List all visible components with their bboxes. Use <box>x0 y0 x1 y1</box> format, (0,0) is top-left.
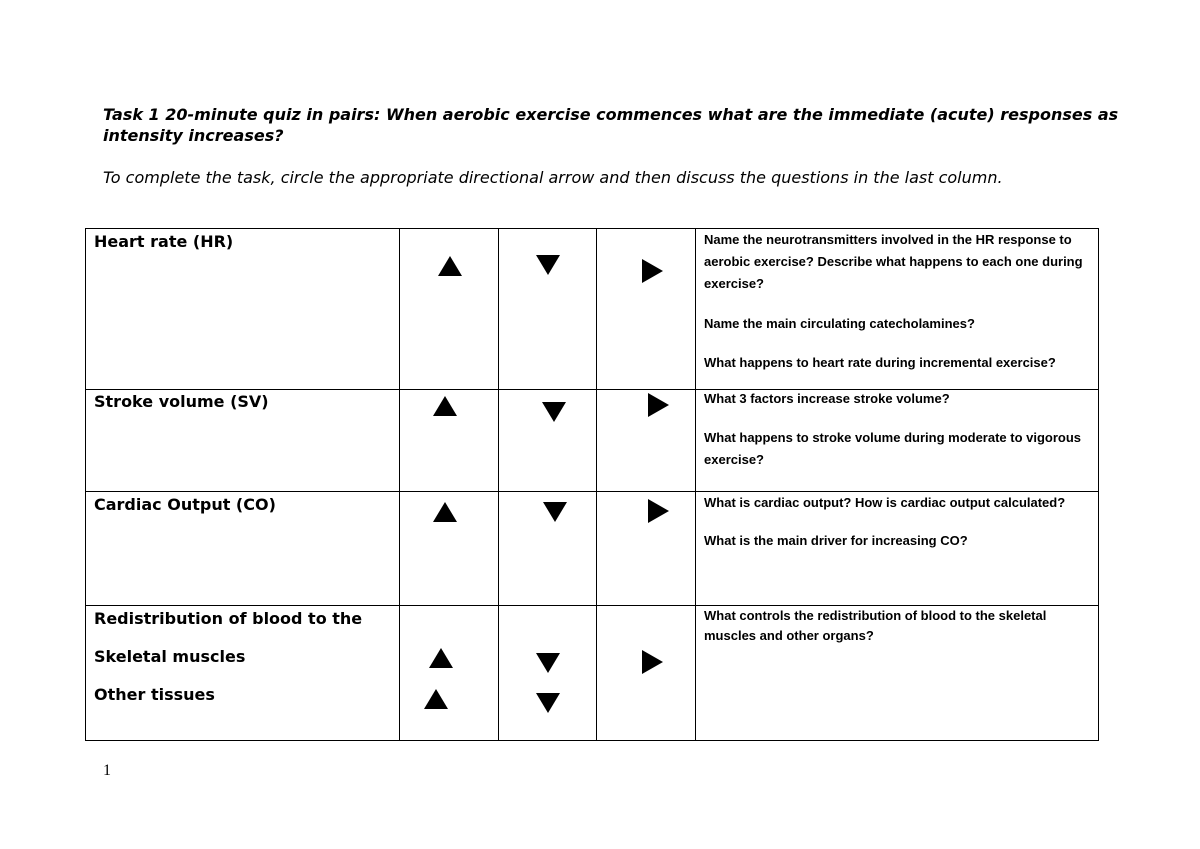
right-arrow-icon[interactable] <box>642 650 663 674</box>
up-arrow-icon-skeletal[interactable] <box>429 648 453 668</box>
question-text: What is cardiac output? How is cardiac output calculated? <box>704 495 1066 510</box>
right-arrow-icon[interactable] <box>648 499 669 523</box>
questions-cell <box>695 605 1099 741</box>
questions-cell <box>695 389 1099 491</box>
label-cell <box>85 389 399 491</box>
increase-cell[interactable] <box>399 605 498 741</box>
up-arrow-icon[interactable] <box>438 256 462 276</box>
decrease-cell[interactable] <box>498 228 596 389</box>
table-row-heart-rate <box>85 228 1099 389</box>
table-row-stroke-volume <box>85 389 1099 491</box>
down-arrow-icon-skeletal[interactable] <box>536 653 560 673</box>
right-arrow-icon[interactable] <box>642 259 663 283</box>
steady-cell[interactable] <box>596 491 695 605</box>
page-number: 1 <box>103 762 111 779</box>
label-cell <box>85 491 399 605</box>
steady-cell[interactable] <box>596 228 695 389</box>
decrease-cell[interactable] <box>498 491 596 605</box>
row-label: Heart rate (HR) <box>94 232 234 251</box>
down-arrow-icon[interactable] <box>543 502 567 522</box>
questions-cell <box>695 491 1099 605</box>
row-label: Stroke volume (SV) <box>94 392 269 411</box>
right-arrow-icon[interactable] <box>648 393 669 417</box>
questions-cell <box>695 228 1099 389</box>
up-arrow-icon-other[interactable] <box>424 689 448 709</box>
table-row-redistribution <box>85 605 1099 741</box>
question-text: Name the neurotransmitters involved in the HR response to aerobic exercise? Describe what happens to each one during exercise? <box>704 232 1083 291</box>
question-text: What 3 factors increase stroke volume? <box>704 391 950 406</box>
question-text: Name the main circulating catecholamines? <box>704 316 975 331</box>
down-arrow-icon-other[interactable] <box>536 693 560 713</box>
down-arrow-icon[interactable] <box>536 255 560 275</box>
down-arrow-icon[interactable] <box>542 402 566 422</box>
increase-cell[interactable] <box>399 491 498 605</box>
task-title: Task 1 20-minute quiz in pairs: When aerobic exercise commences what are the immediate (acute) responses as intensity increases? <box>103 105 1119 145</box>
question-text: What happens to stroke volume during moderate to vigorous exercise? <box>704 430 1082 467</box>
steady-cell[interactable] <box>596 389 695 491</box>
question-text: What controls the redistribution of blood to the skeletal muscles and other organs? <box>704 608 1047 643</box>
task-instructions: To complete the task, circle the appropriate directional arrow and then discuss the questions in the last column. <box>103 168 1003 187</box>
question-text: What happens to heart rate during incremental exercise? <box>704 355 1056 370</box>
question-text: What is the main driver for increasing CO? <box>704 533 968 548</box>
row-label-line: Other tissues <box>94 685 215 704</box>
increase-cell[interactable] <box>399 389 498 491</box>
decrease-cell[interactable] <box>498 605 596 741</box>
row-label-line: Redistribution of blood to the <box>94 609 363 628</box>
decrease-cell[interactable] <box>498 389 596 491</box>
table-row-cardiac-output <box>85 491 1099 605</box>
label-cell <box>85 228 399 389</box>
up-arrow-icon[interactable] <box>433 502 457 522</box>
increase-cell[interactable] <box>399 228 498 389</box>
row-label-line: Skeletal muscles <box>94 647 246 666</box>
steady-cell[interactable] <box>596 605 695 741</box>
up-arrow-icon[interactable] <box>433 396 457 416</box>
label-cell <box>85 605 399 741</box>
row-label: Cardiac Output (CO) <box>94 495 276 514</box>
